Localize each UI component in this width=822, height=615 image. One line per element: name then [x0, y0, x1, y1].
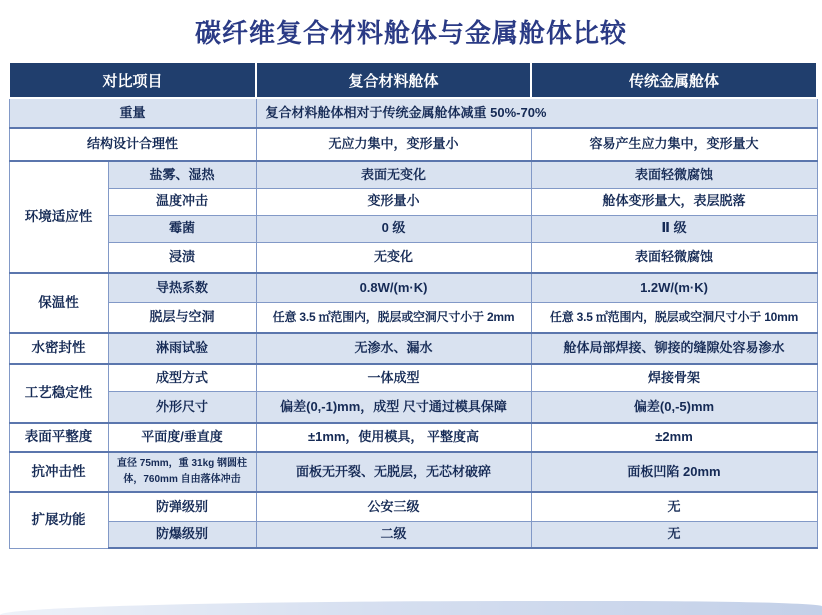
cell-salt-composite: 表面无变化	[256, 161, 531, 188]
group-cell-impact: 抗冲击性	[9, 452, 108, 492]
row-label-structure: 结构设计合理性	[9, 128, 256, 161]
table-row-structure	[9, 128, 817, 161]
sub-label-flatness: 平面度/垂直度	[108, 423, 256, 452]
sub-label-temp: 温度冲击	[108, 188, 256, 215]
cell-ballistic-composite: 公安三级	[256, 492, 531, 521]
table-row-thermal-void	[9, 302, 817, 333]
cell-temp-metal: 舱体变形量大，表层脱落	[531, 188, 817, 215]
sub-label-conductivity: 导热系数	[108, 273, 256, 302]
group-cell-flatness: 表面平整度	[9, 423, 108, 452]
cell-salt-metal: 表面轻微腐蚀	[531, 161, 817, 188]
group-cell-env: 环境适应性	[9, 161, 108, 273]
cell-temp-composite: 变形量小	[256, 188, 531, 215]
cell-weight-value: 复合材料舱体相对于传统金属舱体减重 50%-70%	[256, 98, 817, 128]
group-cell-water: 水密封性	[9, 333, 108, 364]
cell-impact-composite: 面板无开裂、无脱层，无芯材破碎	[256, 452, 531, 492]
cell-blast-composite: 二级	[256, 521, 531, 548]
sub-label-delamination: 脱层与空洞	[108, 302, 256, 333]
group-cell-thermal: 保温性	[9, 273, 108, 333]
cell-rain-metal: 舱体局部焊接、铆接的缝隙处容易渗水	[531, 333, 817, 364]
table-row-water	[9, 333, 817, 364]
cell-delamination-metal: 任意 3.5 ㎡范围内，脱层或空洞尺寸小于 10mm	[531, 302, 817, 333]
table-row-env-mold	[9, 215, 817, 242]
sub-label-immersion: 浸渍	[108, 242, 256, 273]
cell-mold-metal: Ⅱ 级	[531, 215, 817, 242]
sub-label-dimension: 外形尺寸	[108, 391, 256, 423]
cell-flatness-metal: ±2mm	[531, 423, 817, 452]
table-row-ext-ballistic	[9, 492, 817, 521]
group-cell-process: 工艺稳定性	[9, 364, 108, 423]
header-cell-project: 对比项目	[9, 62, 256, 98]
sub-label-molding: 成型方式	[108, 364, 256, 391]
sub-label-ballistic: 防弹级别	[108, 492, 256, 521]
table-row-thermal-k	[9, 273, 817, 302]
cell-flatness-composite: ±1mm，使用模具， 平整度高	[256, 423, 531, 452]
cell-dimension-metal: 偏差(0,-5)mm	[531, 391, 817, 423]
sub-label-rain-test: 淋雨试验	[108, 333, 256, 364]
header-cell-composite: 复合材料舱体	[256, 62, 531, 98]
cell-ballistic-metal: 无	[531, 492, 817, 521]
cell-immersion-composite: 无变化	[256, 242, 531, 273]
comparison-table	[8, 61, 818, 549]
cell-blast-metal: 无	[531, 521, 817, 548]
cell-molding-composite: 一体成型	[256, 364, 531, 391]
cell-conductivity-composite: 0.8W/(m·K)	[256, 273, 531, 302]
table-row-env-temp	[9, 188, 817, 215]
cell-mold-composite: 0 级	[256, 215, 531, 242]
cell-structure-composite: 无应力集中，变形量小	[256, 128, 531, 161]
table-row-weight	[9, 98, 817, 128]
cell-conductivity-metal: 1.2W/(m·K)	[531, 273, 817, 302]
cell-molding-metal: 焊接骨架	[531, 364, 817, 391]
header-cell-metal: 传统金属舱体	[531, 62, 817, 98]
table-row-ext-blast	[9, 521, 817, 548]
page-title: 碳纤维复合材料舱体与金属舱体比较	[194, 18, 627, 48]
table-row-flatness	[9, 423, 817, 452]
header-row	[9, 62, 817, 98]
background-swoosh	[0, 601, 822, 615]
table-row-env-salt	[9, 161, 817, 188]
row-label-weight: 重量	[9, 98, 256, 128]
sub-label-impact-test: 直径 75mm，重 31kg 钢圆柱体，760mm 自由落体冲击	[108, 452, 256, 492]
table-row-process-molding	[9, 364, 817, 391]
sub-label-salt: 盐雾、湿热	[108, 161, 256, 188]
table-row-impact	[9, 452, 817, 492]
sub-label-blast: 防爆级别	[108, 521, 256, 548]
cell-immersion-metal: 表面轻微腐蚀	[531, 242, 817, 273]
group-cell-extension: 扩展功能	[9, 492, 108, 548]
cell-structure-metal: 容易产生应力集中，变形量大	[531, 128, 817, 161]
cell-delamination-composite: 任意 3.5 ㎡范围内，脱层或空洞尺寸小于 2mm	[256, 302, 531, 333]
table-row-env-immersion	[9, 242, 817, 273]
cell-impact-metal: 面板凹陷 20mm	[531, 452, 817, 492]
cell-dimension-composite: 偏差(0,-1)mm，成型 尺寸通过模具保障	[256, 391, 531, 423]
table-row-process-dimension	[9, 391, 817, 423]
sub-label-mold: 霉菌	[108, 215, 256, 242]
cell-rain-composite: 无渗水、漏水	[256, 333, 531, 364]
